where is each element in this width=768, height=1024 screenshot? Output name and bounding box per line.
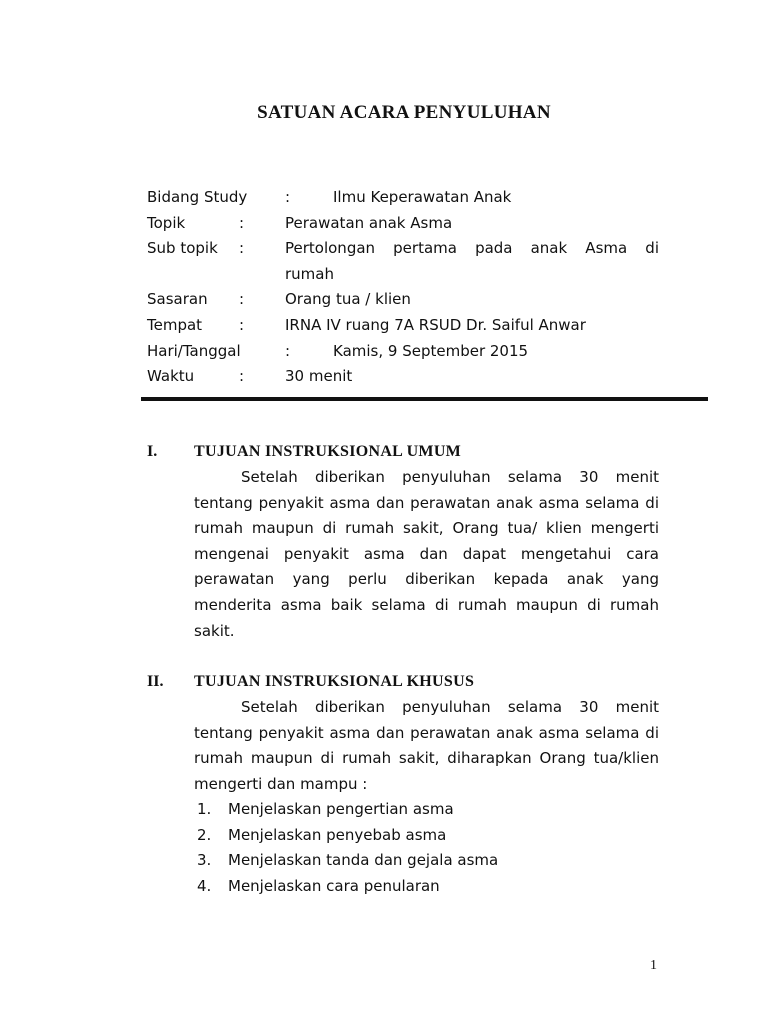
list-item: [197, 848, 657, 874]
info-colon: :: [239, 239, 245, 258]
page-number: 1: [650, 958, 657, 973]
list-item: [197, 823, 657, 849]
info-label: Waktu: [147, 367, 195, 386]
list-item-text: Menjelaskan tanda dan gejala asma: [228, 851, 499, 870]
section-paragraph: Setelah diberikan penyuluhan selama 30 menit tentang penyakit asma dan perawatan anak asma selama di rumah maupun di rumah sakit, diharapkan Orang tua/klien mengerti dan mampu :: [194, 698, 659, 793]
section-number: II.: [147, 673, 164, 690]
info-label: Hari/Tanggal: [147, 341, 241, 360]
info-row-sub-topik: [147, 236, 667, 262]
info-row-hari-tanggal: [147, 339, 667, 365]
info-colon: :: [239, 315, 245, 334]
info-row-tempat: [147, 313, 667, 339]
list-item: [197, 874, 657, 900]
list-item-number: 4.: [197, 876, 212, 895]
info-value: IRNA IV ruang 7A RSUD Dr. Saiful Anwar: [285, 315, 586, 334]
info-row-waktu: [147, 364, 667, 390]
info-label: Bidang Study: [147, 188, 248, 206]
list-item-number: 3.: [197, 851, 212, 870]
section-heading: TUJUAN INSTRUKSIONAL KHUSUS: [194, 673, 475, 690]
info-value: Ilmu Keperawatan Anak: [333, 188, 512, 206]
info-value: 30 menit: [285, 367, 353, 386]
info-value: Pertolongan pertama pada anak Asma di: [285, 239, 659, 258]
info-colon: :: [239, 290, 245, 309]
info-value-continuation: rumah: [285, 264, 334, 283]
info-colon: :: [285, 341, 291, 360]
info-table: [147, 185, 667, 390]
info-colon: :: [285, 188, 291, 206]
document-title: SATUAN ACARA PENYULUHAN: [257, 102, 551, 123]
info-colon: :: [239, 213, 245, 232]
section-number: I.: [147, 443, 158, 460]
list-item: [197, 797, 657, 823]
info-value: Kamis, 9 September 2015: [333, 341, 529, 360]
list-item-number: 1.: [197, 800, 212, 818]
info-row-topik: [147, 211, 667, 237]
info-value: Perawatan anak Asma: [285, 213, 453, 232]
list-item-text: Menjelaskan pengertian asma: [228, 800, 454, 818]
list-item-text: Menjelaskan penyebab asma: [228, 825, 447, 844]
info-row-sasaran: [147, 287, 667, 313]
info-label: Tempat: [147, 315, 203, 334]
section-heading: TUJUAN INSTRUKSIONAL UMUM: [194, 443, 462, 460]
info-row-bidang-study: [147, 185, 667, 211]
info-row-sub-topik-continuation: [147, 262, 667, 288]
info-value: Orang tua / klien: [285, 290, 411, 309]
horizontal-divider: [141, 397, 708, 401]
info-label: Topik: [147, 213, 186, 232]
info-colon: :: [239, 367, 245, 386]
section-paragraph: Setelah diberikan penyuluhan selama 30 menit tentang penyakit asma dan perawatan anak asma selama di rumah maupun di rumah sakit, Orang tua/ klien mengerti mengenai penyakit asma dan dapat mengetahui cara perawatan yang perlu diberikan kepada anak yang menderita asma baik selama di rumah maupun di rumah sakit.: [194, 468, 659, 640]
list-item-number: 2.: [197, 825, 212, 844]
info-label: Sasaran: [147, 290, 208, 309]
objectives-list: [197, 797, 657, 899]
info-label: Sub topik: [147, 239, 218, 258]
list-item-text: Menjelaskan cara penularan: [228, 876, 440, 895]
